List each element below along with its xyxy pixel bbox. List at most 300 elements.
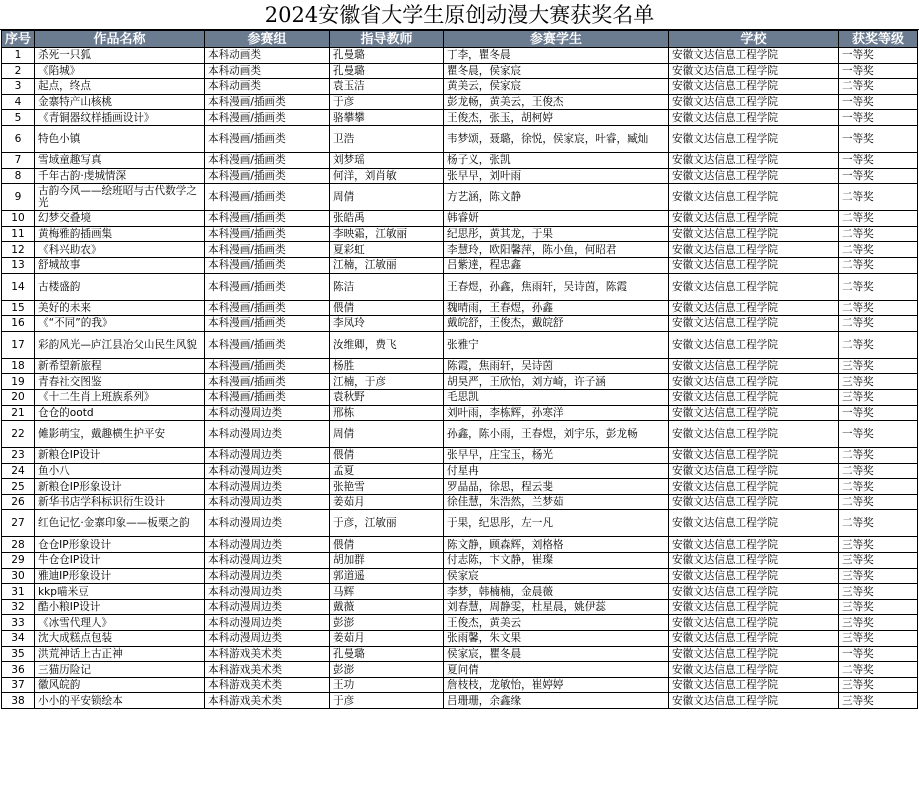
cell-no: 12 (2, 242, 35, 258)
cell-school: 安徽文达信息工程学院 (669, 646, 839, 662)
header-students: 参赛学生 (444, 31, 669, 48)
cell-group: 本科动漫周边类 (205, 631, 330, 647)
cell-work: 古楼盛韵 (35, 273, 205, 300)
cell-award: 三等奖 (839, 693, 918, 709)
header-work: 作品名称 (35, 31, 205, 48)
cell-no: 10 (2, 211, 35, 227)
table-row (2, 257, 918, 273)
cell-students: 陈霞，焦雨轩，吴诗茵 (444, 358, 669, 374)
cell-award: 二等奖 (839, 331, 918, 358)
cell-award: 一等奖 (839, 63, 918, 79)
cell-students: 王春煜，孙鑫，焦雨轩，吴诗茵，陈霞 (444, 273, 669, 300)
cell-school: 安徽文达信息工程学院 (669, 677, 839, 693)
cell-school: 安徽文达信息工程学院 (669, 374, 839, 390)
cell-group: 本科漫画/插画类 (205, 300, 330, 316)
table-row (2, 568, 918, 584)
cell-group: 本科漫画/插画类 (205, 125, 330, 152)
cell-award: 二等奖 (839, 273, 918, 300)
cell-school: 安徽文达信息工程学院 (669, 94, 839, 110)
cell-award: 三等奖 (839, 374, 918, 390)
cell-teacher: 李凤玲 (330, 316, 444, 332)
cell-work: 《“不同”的我》 (35, 316, 205, 332)
cell-school: 安徽文达信息工程学院 (669, 568, 839, 584)
cell-teacher: 戴薇 (330, 599, 444, 615)
cell-award: 三等奖 (839, 537, 918, 553)
table-row (2, 374, 918, 390)
cell-school: 安徽文达信息工程学院 (669, 331, 839, 358)
cell-award: 一等奖 (839, 110, 918, 126)
cell-work: 仓仓的ootd (35, 405, 205, 421)
cell-school: 安徽文达信息工程学院 (669, 463, 839, 479)
cell-no: 20 (2, 389, 35, 405)
cell-teacher: 孔曼璐 (330, 646, 444, 662)
cell-award: 一等奖 (839, 152, 918, 168)
cell-school: 安徽文达信息工程学院 (669, 553, 839, 569)
cell-group: 本科动漫周边类 (205, 421, 330, 448)
cell-group: 本科动漫周边类 (205, 463, 330, 479)
cell-no: 16 (2, 316, 35, 332)
cell-school: 安徽文达信息工程学院 (669, 168, 839, 184)
cell-school: 安徽文达信息工程学院 (669, 152, 839, 168)
cell-students: 纪思彤，黄其龙，于果 (444, 226, 669, 242)
cell-work: 仓仓IP形象设计 (35, 537, 205, 553)
cell-teacher: 彭澎 (330, 662, 444, 678)
cell-students: 王俊杰，黄美云 (444, 615, 669, 631)
cell-teacher: 于彦 (330, 94, 444, 110)
cell-group: 本科漫画/插画类 (205, 389, 330, 405)
cell-award: 二等奖 (839, 479, 918, 495)
table-row (2, 211, 918, 227)
cell-school: 安徽文达信息工程学院 (669, 226, 839, 242)
table-body (2, 48, 918, 709)
cell-teacher: 郭道遥 (330, 568, 444, 584)
cell-students: 徐佳慧，朱浩然，兰梦茹 (444, 494, 669, 510)
table-row (2, 48, 918, 64)
cell-school: 安徽文达信息工程学院 (669, 693, 839, 709)
cell-no: 30 (2, 568, 35, 584)
cell-group: 本科动漫周边类 (205, 599, 330, 615)
cell-teacher: 马辉 (330, 584, 444, 600)
header-teacher: 指导教师 (330, 31, 444, 48)
cell-work: 新希望新旅程 (35, 358, 205, 374)
cell-no: 23 (2, 448, 35, 464)
table-row (2, 184, 918, 211)
cell-group: 本科漫画/插画类 (205, 226, 330, 242)
cell-award: 二等奖 (839, 184, 918, 211)
cell-group: 本科动画类 (205, 79, 330, 95)
cell-teacher: 孔曼璐 (330, 63, 444, 79)
cell-award: 二等奖 (839, 79, 918, 95)
table-row (2, 553, 918, 569)
cell-teacher: 何洋，刘肖敏 (330, 168, 444, 184)
header-no: 序号 (2, 31, 35, 48)
cell-no: 18 (2, 358, 35, 374)
cell-no: 6 (2, 125, 35, 152)
cell-group: 本科游戏美术类 (205, 662, 330, 678)
cell-group: 本科动漫周边类 (205, 568, 330, 584)
page-title: 2024安徽省大学生原创动漫大赛获奖名单 (0, 0, 919, 30)
table-row (2, 358, 918, 374)
cell-work: 小小的平安锁绘本 (35, 693, 205, 709)
cell-no: 1 (2, 48, 35, 64)
cell-teacher: 于彦 (330, 693, 444, 709)
cell-teacher: 夏彩虹 (330, 242, 444, 258)
cell-work: 雪域童趣写真 (35, 152, 205, 168)
cell-school: 安徽文达信息工程学院 (669, 273, 839, 300)
table-row (2, 63, 918, 79)
cell-group: 本科动漫周边类 (205, 553, 330, 569)
cell-school: 安徽文达信息工程学院 (669, 537, 839, 553)
cell-award: 一等奖 (839, 646, 918, 662)
cell-award: 二等奖 (839, 300, 918, 316)
cell-school: 安徽文达信息工程学院 (669, 242, 839, 258)
cell-work: 鱼小八 (35, 463, 205, 479)
cell-teacher: 邢栋 (330, 405, 444, 421)
cell-award: 三等奖 (839, 677, 918, 693)
cell-award: 二等奖 (839, 510, 918, 537)
table-row (2, 110, 918, 126)
cell-group: 本科动漫周边类 (205, 448, 330, 464)
cell-teacher: 汝维卿，费飞 (330, 331, 444, 358)
cell-school: 安徽文达信息工程学院 (669, 494, 839, 510)
cell-work: 新粮仓IP设计 (35, 448, 205, 464)
award-table (1, 30, 918, 709)
cell-no: 38 (2, 693, 35, 709)
cell-work: 酷小粮IP设计 (35, 599, 205, 615)
header-award: 获奖等级 (839, 31, 918, 48)
cell-students: 吕紫達，程忠鑫 (444, 257, 669, 273)
cell-school: 安徽文达信息工程学院 (669, 257, 839, 273)
cell-group: 本科游戏美术类 (205, 693, 330, 709)
cell-award: 三等奖 (839, 599, 918, 615)
table-row (2, 584, 918, 600)
cell-students: 张早早，庄宝玉，杨光 (444, 448, 669, 464)
cell-work: 黄梅雅韵插画集 (35, 226, 205, 242)
cell-group: 本科漫画/插画类 (205, 152, 330, 168)
cell-group: 本科漫画/插画类 (205, 168, 330, 184)
cell-no: 33 (2, 615, 35, 631)
cell-no: 11 (2, 226, 35, 242)
cell-no: 34 (2, 631, 35, 647)
cell-work: 杀死一只狐 (35, 48, 205, 64)
cell-school: 安徽文达信息工程学院 (669, 510, 839, 537)
cell-work: 徽风皖韵 (35, 677, 205, 693)
cell-work: 《冰雪代理人》 (35, 615, 205, 631)
table-header-row (2, 31, 918, 48)
cell-school: 安徽文达信息工程学院 (669, 63, 839, 79)
cell-award: 二等奖 (839, 242, 918, 258)
cell-students: 胡昊严，王欣怡，刘方崎，许子涵 (444, 374, 669, 390)
cell-teacher: 偎倩 (330, 537, 444, 553)
cell-no: 19 (2, 374, 35, 390)
cell-teacher: 周倩 (330, 184, 444, 211)
cell-work: 牛仓仓IP设计 (35, 553, 205, 569)
cell-school: 安徽文达信息工程学院 (669, 479, 839, 495)
table-row (2, 152, 918, 168)
table-row (2, 631, 918, 647)
cell-teacher: 偎倩 (330, 448, 444, 464)
cell-work: 新粮仓IP形象设计 (35, 479, 205, 495)
table-row (2, 300, 918, 316)
cell-students: 夏问倩 (444, 662, 669, 678)
cell-work: 彩韵风光—庐江县冶父山民生风貌 (35, 331, 205, 358)
cell-award: 三等奖 (839, 389, 918, 405)
table-row (2, 331, 918, 358)
cell-award: 二等奖 (839, 662, 918, 678)
table-row (2, 405, 918, 421)
cell-students: 瞿冬晨，侯家宸 (444, 63, 669, 79)
cell-no: 36 (2, 662, 35, 678)
cell-work: 青春社交图鉴 (35, 374, 205, 390)
cell-students: 王俊杰，张玉，胡柯婷 (444, 110, 669, 126)
cell-work: 红色记忆·金寨印象——板栗之韵 (35, 510, 205, 537)
cell-no: 35 (2, 646, 35, 662)
cell-teacher: 李映霜，江敏丽 (330, 226, 444, 242)
cell-award: 二等奖 (839, 448, 918, 464)
table-row (2, 125, 918, 152)
cell-award: 二等奖 (839, 316, 918, 332)
cell-students: 罗晶晶，徐思，程云斐 (444, 479, 669, 495)
cell-students: 孙鑫，陈小雨，王春煜，刘宇乐，彭龙畅 (444, 421, 669, 448)
cell-group: 本科漫画/插画类 (205, 242, 330, 258)
cell-group: 本科动漫周边类 (205, 584, 330, 600)
cell-no: 29 (2, 553, 35, 569)
cell-work: 幻梦交叠境 (35, 211, 205, 227)
cell-group: 本科动画类 (205, 48, 330, 64)
cell-school: 安徽文达信息工程学院 (669, 421, 839, 448)
cell-students: 黄美云，侯家宸 (444, 79, 669, 95)
cell-teacher: 胡加群 (330, 553, 444, 569)
cell-work: 古韵今风——绘班昭与古代数学之光 (35, 184, 205, 211)
cell-award: 一等奖 (839, 421, 918, 448)
cell-school: 安徽文达信息工程学院 (669, 48, 839, 64)
cell-students: 魏晴雨，王春煜，孙鑫 (444, 300, 669, 316)
cell-group: 本科漫画/插画类 (205, 273, 330, 300)
cell-group: 本科游戏美术类 (205, 677, 330, 693)
cell-group: 本科漫画/插画类 (205, 184, 330, 211)
cell-no: 25 (2, 479, 35, 495)
cell-no: 21 (2, 405, 35, 421)
cell-group: 本科漫画/插画类 (205, 331, 330, 358)
cell-work: kkp喵米豆 (35, 584, 205, 600)
cell-no: 8 (2, 168, 35, 184)
cell-no: 13 (2, 257, 35, 273)
table-row (2, 79, 918, 95)
cell-teacher: 偎倩 (330, 300, 444, 316)
cell-students: 陈文静，顾森辉，刘格格 (444, 537, 669, 553)
table-row (2, 242, 918, 258)
cell-group: 本科漫画/插画类 (205, 257, 330, 273)
cell-award: 三等奖 (839, 568, 918, 584)
cell-no: 24 (2, 463, 35, 479)
cell-award: 三等奖 (839, 584, 918, 600)
cell-school: 安徽文达信息工程学院 (669, 125, 839, 152)
cell-award: 三等奖 (839, 615, 918, 631)
cell-no: 5 (2, 110, 35, 126)
cell-award: 三等奖 (839, 358, 918, 374)
cell-school: 安徽文达信息工程学院 (669, 110, 839, 126)
cell-school: 安徽文达信息工程学院 (669, 615, 839, 631)
cell-work: 洪荒神话上古正神 (35, 646, 205, 662)
table-row (2, 226, 918, 242)
table-row (2, 94, 918, 110)
cell-award: 一等奖 (839, 48, 918, 64)
table-row (2, 421, 918, 448)
cell-group: 本科游戏美术类 (205, 646, 330, 662)
cell-teacher: 姜茹月 (330, 494, 444, 510)
cell-school: 安徽文达信息工程学院 (669, 389, 839, 405)
cell-award: 二等奖 (839, 226, 918, 242)
cell-school: 安徽文达信息工程学院 (669, 358, 839, 374)
cell-teacher: 彭澎 (330, 615, 444, 631)
table-row (2, 693, 918, 709)
cell-students: 李慧玲，欧阳馨萍，陈小鱼，何昭君 (444, 242, 669, 258)
table-row (2, 463, 918, 479)
cell-no: 9 (2, 184, 35, 211)
cell-group: 本科漫画/插画类 (205, 211, 330, 227)
table-row (2, 448, 918, 464)
cell-work: 《青铜器纹样插画设计》 (35, 110, 205, 126)
cell-award: 一等奖 (839, 168, 918, 184)
cell-students: 于果，纪思彤，左一凡 (444, 510, 669, 537)
table-row (2, 646, 918, 662)
cell-teacher: 于彦，江敏丽 (330, 510, 444, 537)
cell-school: 安徽文达信息工程学院 (669, 448, 839, 464)
cell-students: 丁李，瞿冬晨 (444, 48, 669, 64)
cell-work: 《陷城》 (35, 63, 205, 79)
table-row (2, 479, 918, 495)
cell-students: 詹枝枝，龙敏怡，崔婷婷 (444, 677, 669, 693)
table-row (2, 677, 918, 693)
header-group: 参赛组 (205, 31, 330, 48)
cell-teacher: 张皓禹 (330, 211, 444, 227)
cell-no: 17 (2, 331, 35, 358)
cell-work: 起点，终点 (35, 79, 205, 95)
cell-no: 15 (2, 300, 35, 316)
cell-no: 28 (2, 537, 35, 553)
cell-work: 傩影萌宝，戴趣横生护平安 (35, 421, 205, 448)
cell-work: 雅迪IP形象设计 (35, 568, 205, 584)
cell-school: 安徽文达信息工程学院 (669, 599, 839, 615)
cell-teacher: 孟夏 (330, 463, 444, 479)
cell-no: 37 (2, 677, 35, 693)
cell-work: 新华书店学科标识衍生设计 (35, 494, 205, 510)
cell-award: 二等奖 (839, 211, 918, 227)
cell-no: 7 (2, 152, 35, 168)
cell-no: 27 (2, 510, 35, 537)
cell-students: 侯家宸，瞿冬晨 (444, 646, 669, 662)
cell-work: 沈大成糕点包装 (35, 631, 205, 647)
cell-award: 二等奖 (839, 494, 918, 510)
cell-students: 方艺涵，陈文静 (444, 184, 669, 211)
cell-teacher: 袁秋野 (330, 389, 444, 405)
cell-work: 《科兴助农》 (35, 242, 205, 258)
cell-teacher: 江楠，于彦 (330, 374, 444, 390)
cell-students: 李梦，韩楠楠，金晨薇 (444, 584, 669, 600)
cell-group: 本科动漫周边类 (205, 537, 330, 553)
cell-award: 一等奖 (839, 94, 918, 110)
cell-students: 刘春慧，周静雯，杜星晨，姚伊蕊 (444, 599, 669, 615)
cell-teacher: 陈洁 (330, 273, 444, 300)
cell-teacher: 姜茹月 (330, 631, 444, 647)
cell-group: 本科漫画/插画类 (205, 110, 330, 126)
table-row (2, 168, 918, 184)
cell-teacher: 王功 (330, 677, 444, 693)
cell-group: 本科漫画/插画类 (205, 358, 330, 374)
cell-work: 三猫历险记 (35, 662, 205, 678)
cell-no: 14 (2, 273, 35, 300)
cell-work: 特色小镇 (35, 125, 205, 152)
cell-teacher: 骆攀攀 (330, 110, 444, 126)
cell-students: 吕珊珊，余鑫缘 (444, 693, 669, 709)
table-row (2, 537, 918, 553)
cell-group: 本科动漫周边类 (205, 510, 330, 537)
cell-no: 22 (2, 421, 35, 448)
cell-students: 侯家宸 (444, 568, 669, 584)
cell-students: 付志陈，卞文静，崔璨 (444, 553, 669, 569)
cell-school: 安徽文达信息工程学院 (669, 631, 839, 647)
cell-students: 张雅宁 (444, 331, 669, 358)
cell-students: 付星冉 (444, 463, 669, 479)
cell-students: 毛思凯 (444, 389, 669, 405)
cell-group: 本科动漫周边类 (205, 405, 330, 421)
cell-no: 32 (2, 599, 35, 615)
cell-students: 张雨馨，朱文果 (444, 631, 669, 647)
cell-teacher: 周倩 (330, 421, 444, 448)
cell-award: 一等奖 (839, 125, 918, 152)
cell-school: 安徽文达信息工程学院 (669, 405, 839, 421)
cell-no: 31 (2, 584, 35, 600)
cell-teacher: 刘梦瑶 (330, 152, 444, 168)
cell-teacher: 孔曼璐 (330, 48, 444, 64)
cell-no: 4 (2, 94, 35, 110)
cell-group: 本科漫画/插画类 (205, 374, 330, 390)
table-row (2, 389, 918, 405)
cell-students: 戴皖舒，王俊杰，戴皖舒 (444, 316, 669, 332)
table-row (2, 273, 918, 300)
cell-teacher: 江楠，江敏丽 (330, 257, 444, 273)
cell-work: 《十二生肖上班族系列》 (35, 389, 205, 405)
table-row (2, 510, 918, 537)
cell-school: 安徽文达信息工程学院 (669, 662, 839, 678)
table-row (2, 316, 918, 332)
cell-teacher: 杨胜 (330, 358, 444, 374)
table-row (2, 494, 918, 510)
cell-students: 彭龙畅，黄美云，王俊杰 (444, 94, 669, 110)
cell-award: 三等奖 (839, 631, 918, 647)
cell-students: 韦梦颂，聂璐，徐悦，侯家宸，叶睿，臧灿 (444, 125, 669, 152)
cell-work: 金寨特产山核桃 (35, 94, 205, 110)
cell-no: 26 (2, 494, 35, 510)
table-row (2, 662, 918, 678)
cell-school: 安徽文达信息工程学院 (669, 211, 839, 227)
cell-group: 本科动漫周边类 (205, 494, 330, 510)
cell-students: 张早早，刘叶雨 (444, 168, 669, 184)
cell-school: 安徽文达信息工程学院 (669, 300, 839, 316)
cell-students: 韩睿妍 (444, 211, 669, 227)
header-school: 学校 (669, 31, 839, 48)
cell-award: 三等奖 (839, 553, 918, 569)
cell-students: 杨子义，张凯 (444, 152, 669, 168)
cell-school: 安徽文达信息工程学院 (669, 79, 839, 95)
table-row (2, 599, 918, 615)
cell-school: 安徽文达信息工程学院 (669, 584, 839, 600)
cell-group: 本科动漫周边类 (205, 479, 330, 495)
cell-award: 一等奖 (839, 405, 918, 421)
cell-no: 3 (2, 79, 35, 95)
cell-group: 本科动画类 (205, 63, 330, 79)
cell-work: 美好的未来 (35, 300, 205, 316)
